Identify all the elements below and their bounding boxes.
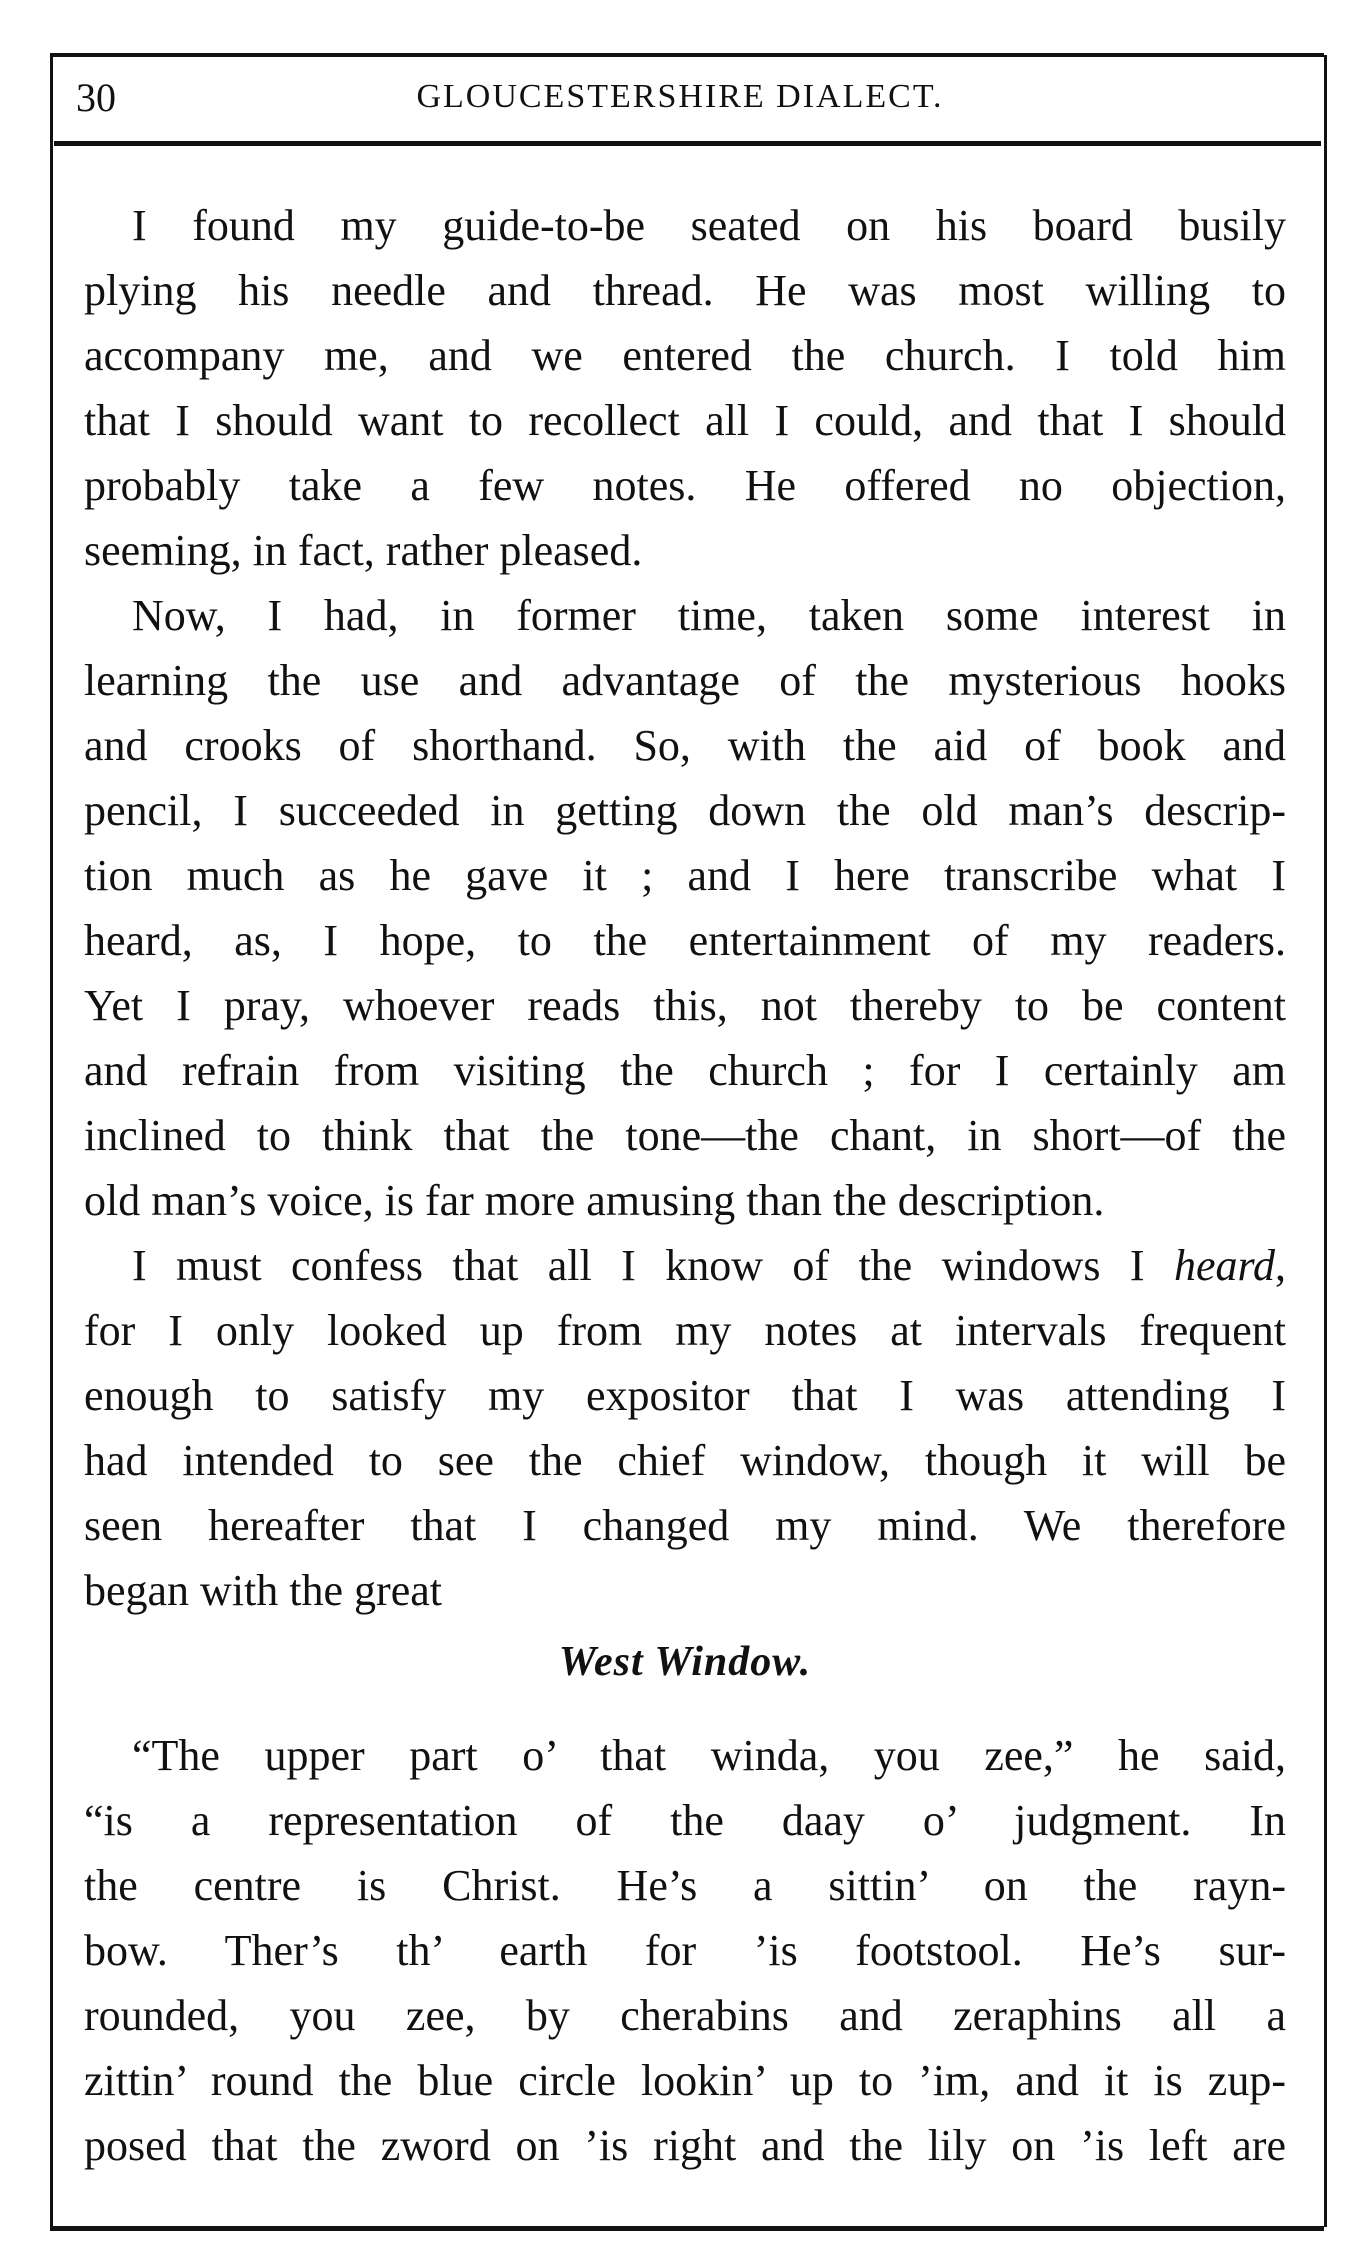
- text-line: learning the use and advantage of the mysterious hooks: [84, 656, 1286, 705]
- text-line: plying his needle and thread. He was most willing to: [84, 266, 1286, 315]
- text-line: Yet I pray, whoever reads this, not thereby to be content: [84, 981, 1286, 1030]
- text-line: tion much as he gave it ; and I here transcribe what I: [84, 851, 1286, 900]
- text-line: [84, 1236, 1286, 1301]
- italic-emphasis: heard: [1173, 1241, 1275, 1290]
- text-line: pencil, I succeeded in getting down the old man’s descrip-: [84, 786, 1286, 835]
- text-line: for I only looked up from my notes at intervals frequent: [84, 1306, 1286, 1355]
- text-line: “The upper part o’ that winda, you zee,” he said,: [132, 1731, 1286, 1780]
- paragraph: [84, 1236, 1286, 1626]
- text-segment: I must confess that all I know of the windows I: [132, 1241, 1174, 1290]
- paragraph: [84, 196, 1286, 586]
- text-line: posed that the zword on ’is right and the lily on ’is left are: [84, 2121, 1286, 2170]
- text-line: began with the great: [84, 1566, 442, 1615]
- text-line: seen hereafter that I changed my mind. We therefore: [84, 1501, 1286, 1550]
- text-line: old man’s voice, is far more amusing than the description.: [84, 1176, 1105, 1225]
- text-line: inclined to think that the tone—the chant, in short—of the: [84, 1111, 1286, 1160]
- text-line: rounded, you zee, by cherabins and zeraphins all a: [84, 1991, 1286, 2040]
- text-line: probably take a few notes. He offered no objection,: [84, 461, 1286, 510]
- section-heading: West Window.: [558, 1639, 812, 1685]
- text-line: I found my guide-to-be seated on his board busily: [132, 201, 1286, 250]
- text-line: had intended to see the chief window, though it will be: [84, 1436, 1286, 1485]
- page-number: 30: [76, 75, 116, 120]
- text-line: “is a representation of the daay o’ judgment. In: [84, 1796, 1286, 1845]
- text-line: the centre is Christ. He’s a sittin’ on the rayn-: [84, 1861, 1286, 1910]
- text-line: and refrain from visiting the church ; for I certainly am: [84, 1046, 1286, 1095]
- text-line: enough to satisfy my expositor that I was attending I: [84, 1371, 1286, 1420]
- page-body: [84, 196, 1286, 2181]
- text-line: zittin’ round the blue circle lookin’ up to ’im, and it is zup-: [84, 2056, 1286, 2105]
- paragraph: [84, 586, 1286, 1236]
- text-line: bow. Ther’s th’ earth for ’is footstool. He’s sur-: [84, 1926, 1286, 1975]
- text-segment: ,: [1275, 1241, 1286, 1290]
- text-line: that I should want to recollect all I could, and that I should: [84, 396, 1286, 445]
- text-line: Now, I had, in former time, taken some interest in: [132, 591, 1286, 640]
- text-line: accompany me, and we entered the church. I told him: [84, 331, 1286, 380]
- paragraph: [84, 1726, 1286, 2181]
- text-line: heard, as, I hope, to the entertainment of my readers.: [84, 916, 1286, 965]
- text-line: and crooks of shorthand. So, with the aid of book and: [84, 721, 1286, 770]
- header-rule: [54, 141, 1321, 146]
- running-title: GLOUCESTERSHIRE DIALECT.: [416, 78, 944, 115]
- text-line: seeming, in fact, rather pleased.: [84, 526, 643, 575]
- bottom-border-rule: [50, 2226, 1324, 2231]
